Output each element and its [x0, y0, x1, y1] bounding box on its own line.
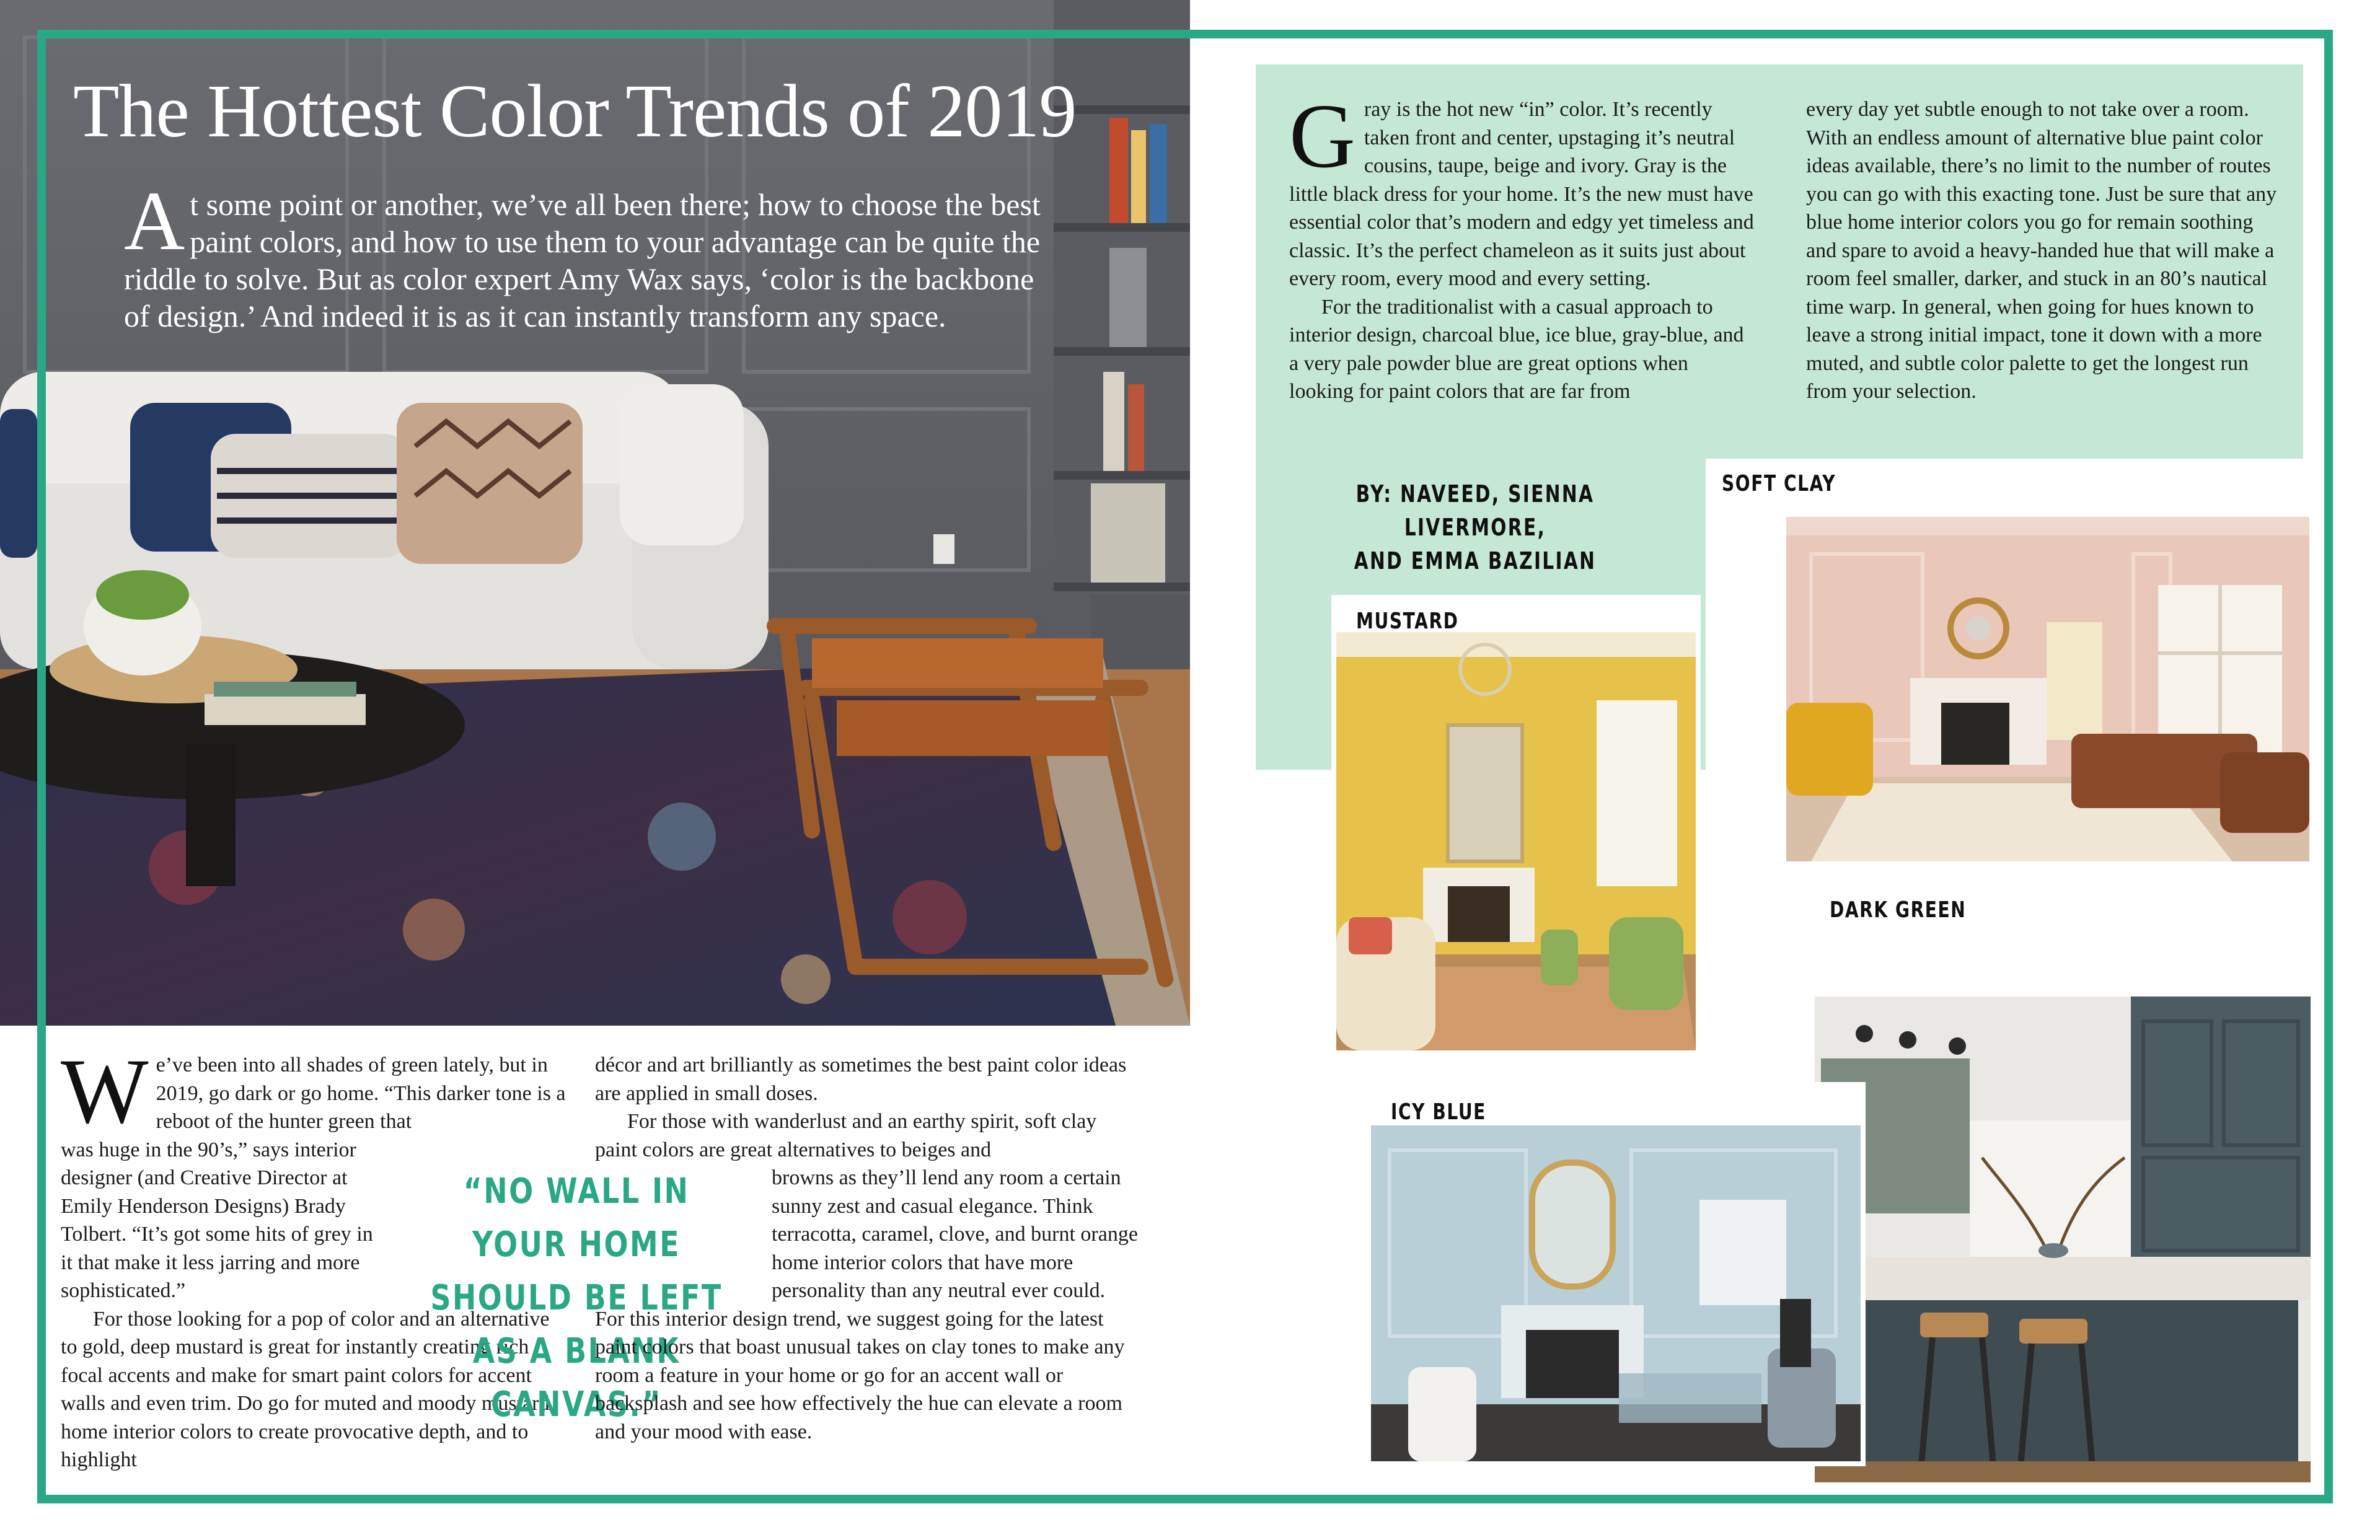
icy-blue-photo — [1366, 1082, 1866, 1466]
soft-clay-room-illustration — [1786, 517, 2309, 861]
green-dropcap: W — [61, 1040, 149, 1143]
gray-text-1: ray is the hot new “in” color. It’s recently taken front and center, upstaging it’s neutral cousins, taupe, beige and ivory. Gray is the little black dress for your home. It’s the new must have essential color that’s modern and edgy yet timeless and classic. It’s the perfect chameleon as it suits just about every room, every mood and every setting. — [1289, 98, 1754, 290]
green-column-2 — [595, 1051, 1140, 1446]
gray-paragraph-1 — [1289, 86, 1754, 293]
intro-paragraph — [124, 175, 1054, 335]
byline — [1335, 477, 1615, 578]
dark-green-photo — [1809, 882, 2316, 1487]
gray-column-2 — [1806, 95, 2277, 406]
dark-green-kitchen-illustration — [1815, 997, 2311, 1482]
soft-clay-caption: SOFT CLAY — [1722, 471, 1836, 496]
green-paragraph-4a: For those with wanderlust and an earthy spirit, soft clay paint colors are great alternatives to beiges and — [595, 1110, 1097, 1161]
green-paragraph-2: For those looking for a pop of color and an alternative to gold, deep mustard is great for instantly creating rich focal accents and make for smart paint colors for accent walls and even trim. Do go for muted and moody mustard home interior colors to create provocative depth, and to highlight — [61, 1307, 550, 1471]
green-paragraph-1 — [61, 1040, 569, 1143]
dark-green-caption: DARK GREEN — [1830, 897, 1967, 923]
soft-clay-photo — [1706, 459, 2309, 861]
green-text-1a: e’ve been into all shades of green lately, but in 2019, go dark or go home. “This darker tone is a reboot of the hunter green that — [156, 1054, 566, 1133]
green-paragraph-1b: was huge in the 90’s,” says interior designer (and Creative Director at Emily Henderson Designs) Brady Tolbert. “It’s got some hits of grey in it that make it less jarring and more sophisticated.” — [61, 1138, 373, 1302]
icy-blue-caption: ICY BLUE — [1391, 1099, 1486, 1125]
gray-paragraph-3: every day yet subtle enough to not take over a room. With an endless amount of alternative blue paint color ideas available, there’s no limit to the number of routes you can go with this exacting tone. Just be sure that any blue home interior colors you go for remain soothing and spare to avoid a heavy-handed hue that will make a room feel smaller, darker, and stuck in an 80’s nautical time warp. In general, when going for hues known to leave a strong initial impact, tone it down with a more muted, and subtle color palette to get the longest run from your selection. — [1806, 98, 2277, 403]
byline-line-1: BY: NAVEED, SIENNA LIVERMORE, — [1355, 480, 1595, 541]
icy-blue-room-illustration — [1371, 1125, 1861, 1461]
gray-column-1 — [1289, 86, 1754, 406]
byline-line-2: AND EMMA BAZILIAN — [1354, 547, 1597, 574]
gray-dropcap: G — [1289, 86, 1355, 187]
mustard-caption: MUSTARD — [1356, 609, 1459, 634]
green-paragraph-3: décor and art brilliantly as sometimes the best paint color ideas are applied in small doses. — [595, 1054, 1127, 1105]
green-paragraph-5: For this interior design trend, we suggest going for the latest paint colors that boast unusual takes on clay tones to make any room a feature in your home or go for an accent wall or backsplash and see how effectively the hue can elevate a room and your mood with ease. — [595, 1307, 1125, 1443]
mustard-room-illustration — [1336, 632, 1696, 1050]
intro-text: t some point or another, we’ve all been there; how to choose the best paint colors, and how to use them to your advantage can be quite the riddle to solve. But as color expert Amy Wax says, ‘color is the backbone of design.’ And indeed it is as it can instantly transform any space. — [124, 187, 1041, 333]
intro-dropcap: A — [124, 175, 185, 268]
pull-quote: “NO WALL IN YOUR HOME SHOULD BE LEFT AS A BLANK CANVAS.” — [430, 1171, 723, 1425]
article-title: The Hottest Color Trends of 2019 — [73, 69, 1077, 153]
mustard-photo — [1331, 595, 1701, 1055]
gray-paragraph-2: For the traditionalist with a casual approach to interior design, charcoal blue, ice blue, gray-blue, and a very pale powder blue are great options when looking for paint colors that are far from — [1289, 295, 1744, 403]
green-paragraph-4b: browns as they’ll lend any room a certain sunny zest and casual elegance. Think terracotta, caramel, clove, and burnt orange home interior colors that have more personality than any neutral ever could. — [772, 1166, 1138, 1302]
